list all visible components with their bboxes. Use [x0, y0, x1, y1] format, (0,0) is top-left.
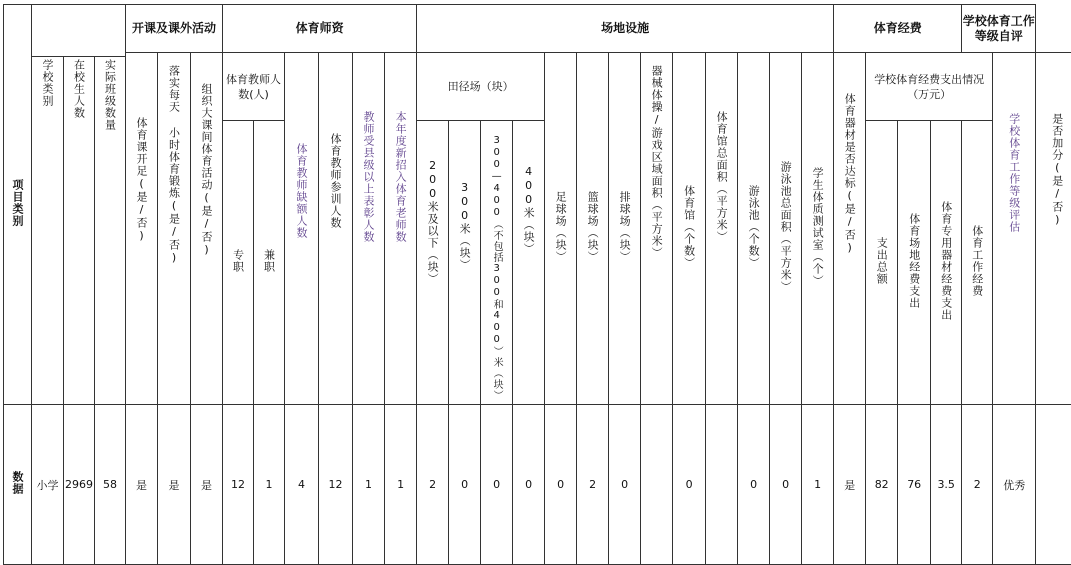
col-big-break: 组织大课间体育活动(是/否) [191, 53, 223, 405]
val-equipment-area [641, 405, 673, 565]
col-shortage: 体育教师缺额人数 [285, 53, 319, 405]
val-fitness-room: 1 [802, 405, 834, 565]
col-new-hires: 本年度新招入体育老师数 [385, 53, 417, 405]
val-equipment-spend: 3.5 [931, 405, 962, 565]
col-trained: 体育教师参训人数 [319, 53, 353, 405]
val-enrollment: 2969 [64, 405, 95, 565]
col-awarded: 教师受县级以上表彰人数 [353, 53, 385, 405]
col-track-200: 200米及以下（块） [417, 121, 449, 405]
val-track-300-400: 0 [481, 405, 513, 565]
val-gym-area [706, 405, 738, 565]
group-funding: 体育经费 [834, 5, 962, 53]
col-equipment-spend: 体育专用器材经费支出 [931, 121, 962, 405]
col-venue-spend: 体育场地经费支出 [898, 121, 931, 405]
subgroup-track: 田径场（块） [417, 53, 545, 121]
val-volleyball: 0 [609, 405, 641, 565]
col-classes: 实际班级数量 [95, 57, 126, 405]
col-gym-area: 体育馆总面积（平方米） [706, 53, 738, 405]
col-basketball: 篮球场（块） [577, 53, 609, 405]
pe-statistics-table [3, 4, 1071, 565]
val-level-eval: 优秀 [993, 405, 1036, 565]
col-track-300: 300米（块） [449, 121, 481, 405]
group-facilities: 场地设施 [417, 5, 834, 53]
col-pool: 游泳池（个数） [738, 53, 770, 405]
col-work-spend: 体育工作经费 [962, 121, 993, 405]
col-one-hour: 落实每天 小时体育锻炼(是/否) [158, 53, 191, 405]
basic-info-header [32, 5, 126, 57]
col-equipment-area: 器械体操/游戏区域面积（平方米） [641, 53, 673, 405]
val-trained: 12 [319, 405, 353, 565]
val-bonus [1036, 405, 1071, 565]
val-pool-area: 0 [770, 405, 802, 565]
group-activities: 开课及课外活动 [126, 5, 223, 53]
group-rating: 学校体育工作等级自评 [962, 5, 1036, 53]
val-school-type: 小学 [32, 405, 64, 565]
val-track-200: 2 [417, 405, 449, 565]
val-equipment-standard: 是 [834, 405, 866, 565]
val-one-hour: 是 [158, 405, 191, 565]
val-pool: 0 [738, 405, 770, 565]
col-volleyball: 排球场（块） [609, 53, 641, 405]
val-venue-spend: 76 [898, 405, 931, 565]
val-fulltime: 12 [223, 405, 254, 565]
col-school-type: 学校类别 [32, 57, 64, 405]
group-teachers: 体育师资 [223, 5, 417, 53]
col-football: 足球场（块） [545, 53, 577, 405]
col-enrollment: 在校生人数 [64, 57, 95, 405]
col-fitness-room: 学生体质测试室（个） [802, 53, 834, 405]
val-pe-course: 是 [126, 405, 158, 565]
val-new-hires: 1 [385, 405, 417, 565]
col-track-300-400: 300—400（不包括300和400）米（块） [481, 121, 513, 405]
val-parttime: 1 [254, 405, 285, 565]
col-pool-area: 游泳池总面积（平方米） [770, 53, 802, 405]
subgroup-teacher-count: 体育教师人数(人) [223, 53, 285, 121]
col-bonus: 是否加分(是/否) [1036, 53, 1071, 405]
val-work-spend: 2 [962, 405, 993, 565]
val-classes: 58 [95, 405, 126, 565]
col-fulltime: 专职 [223, 121, 254, 405]
col-gym: 体育馆（个数） [673, 53, 706, 405]
col-total-spend: 支出总额 [866, 121, 898, 405]
col-level-eval: 学校体育工作等级评估 [993, 53, 1036, 405]
col-pe-course: 体育课开足(是/否) [126, 53, 158, 405]
row-label-header-text: 项目类别 [11, 179, 24, 227]
col-track-400: 400米（块） [513, 121, 545, 405]
col-parttime: 兼职 [254, 121, 285, 405]
subgroup-funding-details: 学校体育经费支出情况（万元） [866, 53, 993, 121]
val-basketball: 2 [577, 405, 609, 565]
val-shortage: 4 [285, 405, 319, 565]
val-big-break: 是 [191, 405, 223, 565]
val-awarded: 1 [353, 405, 385, 565]
val-football: 0 [545, 405, 577, 565]
val-total-spend: 82 [866, 405, 898, 565]
val-track-300: 0 [449, 405, 481, 565]
val-track-400: 0 [513, 405, 545, 565]
val-gym: 0 [673, 405, 706, 565]
data-row-label: 数据 [4, 405, 32, 565]
col-equipment-standard: 体育器材是否达标(是/否) [834, 53, 866, 405]
row-label-header [4, 5, 32, 405]
